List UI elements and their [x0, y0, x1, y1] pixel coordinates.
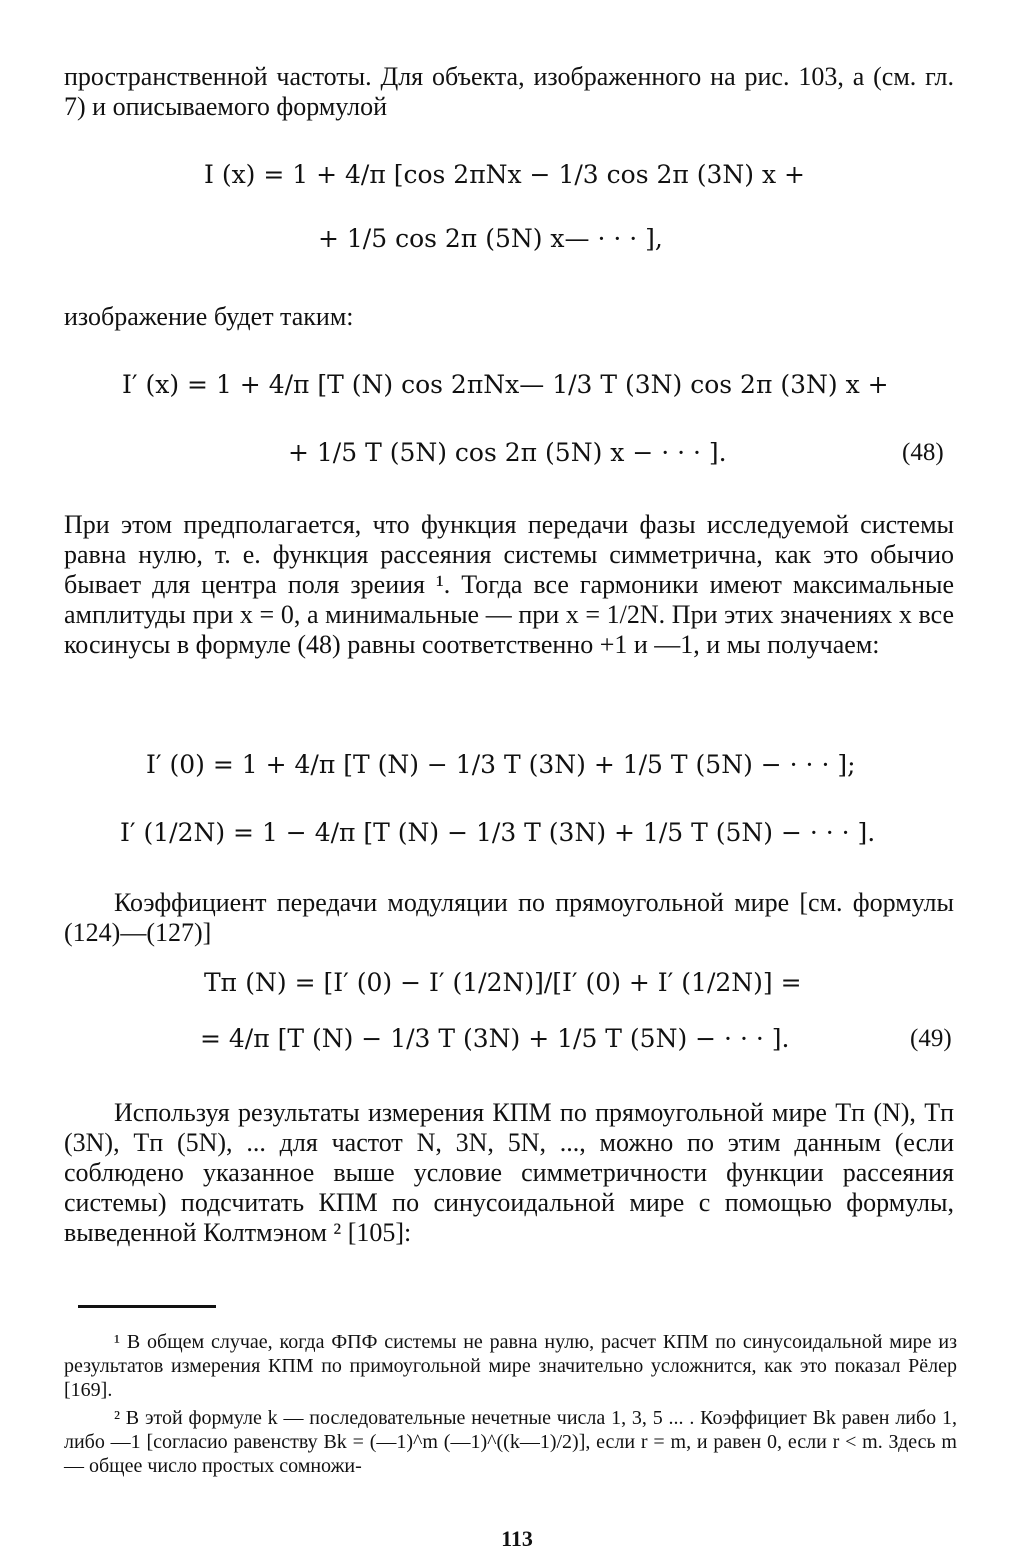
equation-48-line-2: + 1/5 T (5N) cos 2π (5N) x − · · · ]. — [288, 438, 727, 467]
equation-48-line-1: I′ (x) = 1 + 4/π [T (N) cos 2πNx— 1/3 T (3N) cos 2π (3N) x + — [122, 370, 889, 399]
equation-I-line-2: + 1/5 cos 2π (5N) x— · · · ], — [318, 224, 663, 253]
equation-49-line-2: = 4/π [T (N) − 1/3 T (3N) + 1/5 T (5N) − · · · ]. — [200, 1024, 790, 1053]
equation-49-number: (49) — [910, 1025, 952, 1052]
equation-49-line-1: Tп (N) = [I′ (0) − I′ (1/2N)]/[I′ (0) + I′ (1/2N)] = — [204, 968, 802, 997]
paragraph-coltman-text: Используя результаты измерения КПМ по прямоугольной мире Tп (N), Tп (3N), Tп (5N), ... для частот N, 3N, 5N, ..., можно по этим данным (если соблюдено указанное выше условие симметричности функции рассеяния системы) подсчитать КПМ по синусоидальной мире с помощью формулы, выведенной Колтмэном ² [105]: — [64, 1098, 954, 1247]
paragraph-image: изображение будет таким: — [64, 302, 354, 331]
footnote-separator — [78, 1305, 216, 1308]
equation-I-half: I′ (1/2N) = 1 − 4/π [T (N) − 1/3 T (3N) + 1/5 T (5N) − · · · ]. — [120, 818, 876, 847]
equation-48-number: (48) — [902, 439, 944, 466]
footnote-1-text: ¹ В общем случае, когда ФПФ системы не равна нулю, расчет КПМ по синусоидальной мире из результатов измерения КПМ по примоугольной мире значительно усложнится, как это показал Рёлер [169]. — [64, 1331, 957, 1401]
equation-I-line-1: I (x) = 1 + 4/π [cos 2πNx − 1/3 cos 2π (3N) x + — [204, 160, 805, 189]
footnote-2-text: ² В этой формуле k — последовательные нечетные числа 1, 3, 5 ... . Коэффициет Bk равен либо 1, либо —1 [согласио равенству Bk = (—1)^m (—1)^((k—1)/2)], если r = m, и равен 0, если r < m. Здесь m — общее число простых сомножи- — [64, 1407, 957, 1477]
paragraph-phase: При этом предполагается, что функция передачи фазы исследуемой системы равна нулю, т. е. функция рассеяния системы симметрична, как это обычио бывает для центра поля зреиия ¹. Тогда все гармоники имеют максимальные амплитуды при x = 0, а минимальные — при x = 1/2N. При этих значениях x все косинусы в формуле (48) равны соответственно +1 и —1, и мы получаем: — [64, 510, 954, 659]
equation-I-zero: I′ (0) = 1 + 4/π [T (N) − 1/3 T (3N) + 1/5 T (5N) − · · · ]; — [146, 750, 856, 779]
paragraph-top: пространственной частоты. Для объекта, изображенного на рис. 103, а (см. гл. 7) и описываемого формулой — [64, 62, 954, 121]
footnote-2 — [64, 1406, 957, 1478]
paragraph-coefficient — [64, 888, 954, 948]
paragraph-coefficient-text: Коэффициент передачи модуляции по прямоугольной мире [см. формулы (124)—(127)] — [64, 888, 954, 947]
footnote-1 — [64, 1330, 957, 1402]
paragraph-coltman — [64, 1098, 954, 1248]
page-number: 113 — [501, 1526, 533, 1551]
